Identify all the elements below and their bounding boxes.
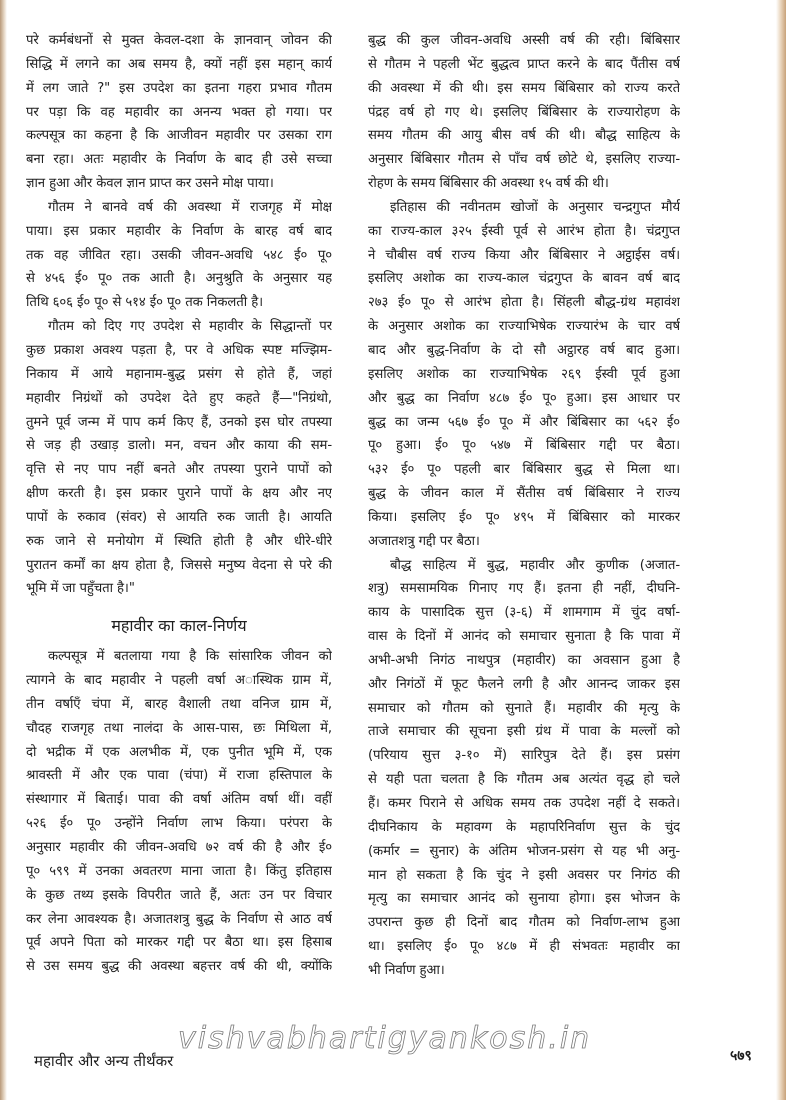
text-line: में लग जाते ?" इस उपदेश का इतना गहरा प्रभाव गौतम	[26, 80, 332, 96]
text-line: से जड़ ही उखाड़ डालो। मन, वचन और काया की सम-	[26, 438, 332, 454]
text-line: काय के पासादिक सुत्त (३-६) में शामगाम में चुंद वर्षा-	[368, 605, 680, 621]
section-heading: महावीर का काल-निर्णय	[111, 616, 247, 636]
text-line: पू० ५९९ में उनका अवतरण माना जाता है। किंतु इतिहास	[26, 863, 332, 879]
text-line: ने चौबीस वर्ष राज्य किया और बिंबिसार ने अट्ठाईस वर्ष।	[368, 247, 680, 263]
text-line: अनुसार महावीर की जीवन-अवधि ७२ वर्ष की है और ई०	[26, 840, 332, 855]
page-edge-left	[0, 0, 7, 1100]
text-line: के अनुसार अशोक का राज्याभिषेक राज्यारंभ के चार वर्ष	[368, 319, 680, 335]
text-line: दो भद्रीक में एक अलभीक में, एक पुनीत भूमि में, एक	[26, 744, 332, 760]
text-line: शत्रु) समसामयिक गिनाए गए हैं। इतना ही नहीं, दीघनि-	[368, 581, 680, 597]
right-column	[368, 29, 680, 983]
text-line: बुद्ध की कुल जीवन-अवधि अस्सी वर्ष की रही। बिंबिसार	[368, 33, 680, 48]
text-line: चौदह राजगृह तथा नालंदा के आस-पास, छः मिथिला में,	[26, 720, 332, 736]
text-line: सिद्धि में लगने का अब समय है, क्यों नहीं इस महान् कार्य	[26, 56, 332, 72]
text-line: वृत्ति से नए पाप नहीं बनते और तपस्या पुराने पापों को	[26, 462, 332, 478]
text-line: तिथि ६०६ ई० पू० से ५१४ ई० पू० तक निकलती है।	[26, 295, 263, 311]
text-line: और बुद्ध का निर्वाण ४८७ ई० पू० हुआ। इस आधार पर	[368, 390, 680, 406]
text-line: रुक जाने से मनोयोग में स्थिति होती है और धीरे-धीरे	[26, 533, 332, 549]
text-line: गौतम ने बानवे वर्ष की अवस्था में राजगृह में मोक्ष	[48, 199, 332, 215]
text-line: बाद और बुद्ध-निर्वाण के दो सौ अट्ठारह वर्ष बाद हुआ।	[368, 342, 680, 358]
text-line: क्षीण करती है। इस प्रकार पुराने पापों के क्षय और नए	[26, 486, 332, 502]
text-line: बुद्ध का जन्म ५६७ ई० पू० में और बिंबिसार का ५६२ ई०	[368, 414, 680, 430]
text-line: इसलिए अशोक का राज्य-काल चंद्रगुप्त के बावन वर्ष बाद	[368, 271, 680, 287]
text-line: इसलिए अशोक का राज्याभिषेक २६९ ईस्वी पूर्व हुआ	[368, 366, 680, 382]
text-line: ५३२ ई० पू० पहली बार बिंबिसार बुद्ध से मिला था।	[368, 462, 680, 478]
text-line: से ४५६ ई० पू० तक आती है। अनुश्रुति के अनुसार यह	[26, 271, 332, 287]
text-line: अनुसार बिंबिसार गौतम से पाँच वर्ष छोटे थे, इसलिए राज्या-	[368, 152, 680, 168]
text-line: की अवस्था में की थी। इस समय बिंबिसार को राज्य करते	[368, 80, 680, 96]
text-line: पाया। इस प्रकार महावीर के निर्वाण के बारह वर्ष बाद	[26, 223, 332, 239]
text-line: किया। इसलिए ई० पू० ४९५ में बिंबिसार को मारकर	[368, 509, 680, 525]
text-line: बौद्ध साहित्य में बुद्ध, महावीर और कुणीक (अजात-	[390, 557, 680, 573]
text-line: महावीर निग्रंथों को उपदेश देते हुए कहते हैं—"निग्रंथो,	[26, 390, 332, 406]
text-line: अभी-अभी निगंठ नाथपुत्र (महावीर) का अवसान हुआ है	[368, 652, 680, 668]
text-line: और निगंठों में फूट फैलने लगी है और आनन्द जाकर इस	[368, 676, 680, 692]
text-line: भूमि में जा पहुँचता है।"	[26, 581, 135, 597]
text-line: कल्पसूत्र का कहना है कि आजीवन महावीर पर उसका राग	[26, 128, 332, 144]
text-line: मृत्यु का समाचार आनंद को सुनाया होगा। इस भोजन के	[368, 891, 680, 907]
text-line: संस्थागार में बिताई। पावा की वर्षा अंतिम वर्षा थीं। वहीं	[26, 792, 332, 808]
text-line: हैं। कमर पिराने से अधिक समय तक उपदेश नहीं दे सकते।	[368, 796, 680, 811]
text-line: कल्पसूत्र में बतलाया गया है कि सांसारिक जीवन को	[48, 649, 332, 665]
text-line: का राज्य-काल ३२५ ईस्वी पूर्व से आरंभ होता है। चंद्रगुप्त	[368, 223, 680, 239]
book-title-footer: महावीर और अन्य तीर्थंकर	[34, 1052, 174, 1070]
text-line: से उस समय बुद्ध की अवस्था बहत्तर वर्ष की थी, क्योंकि	[26, 959, 332, 975]
text-line: पूर्व अपने पिता को मारकर गद्दी पर बैठा था। इस हिसाब	[26, 935, 332, 951]
watermark: vishvabhartigyankosh.in	[178, 1021, 592, 1056]
text-line: के कुछ तथ्य इसके विपरीत जाते हैं, अतः उन पर विचार	[26, 887, 332, 903]
text-line: कुछ प्रकाश अवश्य पड़ता है, पर वे अधिक स्पष्ट मज्झिम-	[26, 342, 332, 358]
text-line: तुमने पूर्व जन्म में पाप कर्म किए हैं, उनको इस घोर तपस्या	[26, 414, 332, 430]
text-line: ५२६ ई० पू० उन्होंने निर्वाण लाभ किया। परंपरा के	[26, 816, 332, 832]
text-line: बुद्ध के जीवन काल में सैंतीस वर्ष बिंबिसार ने राज्य	[368, 486, 680, 502]
text-line: पर पड़ा कि वह महावीर का अनन्य भक्त हो गया। पर	[26, 104, 332, 120]
text-line: से गौतम ने पहली भेंट बुद्धत्व प्राप्त करने के बाद पैंतीस वर्ष	[368, 56, 680, 72]
text-line: (परियाय सुत्त ३-१० में) सारिपुत्र देते हैं। इस प्रसंग	[368, 748, 680, 764]
text-line: निकाय में आये महानाम-बुद्ध प्रसंग से होते हैं, जहां	[26, 366, 332, 382]
text-line: ज्ञान हुआ और केवल ज्ञान प्राप्त कर उसने मोक्ष पाया।	[26, 176, 274, 192]
text-line: बना रहा। अतः महावीर के निर्वाण के बाद ही उसे सच्चा	[26, 152, 332, 168]
text-line: २७३ ई० पू० से आरंभ होता है। सिंहली बौद्ध-ग्रंथ महावंश	[368, 295, 680, 311]
text-line: वास के दिनों में आनंद को समाचार सुनाता है कि पावा में	[368, 629, 680, 645]
text-line: भी निर्वाण हुआ।	[368, 962, 445, 978]
text-line: पंद्रह वर्ष हो गए थे। इसलिए बिंबिसार के राज्यारोहण के	[368, 104, 680, 120]
text-line: तीन वर्षाएँ चंपा में, बारह वैशाली तथा वनिज ग्राम में,	[26, 696, 332, 712]
text-line: (कर्मार = सुनार) के अंतिम भोजन-प्रसंग से यह भी अनु-	[368, 843, 680, 859]
text-line: उपरान्त कुछ ही दिनों बाद गौतम को निर्वाण-लाभ हुआ	[368, 915, 680, 931]
left-column	[26, 29, 332, 979]
text-line: श्रावस्ती में और एक पावा (चंपा) में राजा हस्तिपाल के	[26, 768, 332, 784]
text-line: पुरातन कर्मों का क्षय होता है, जिससे मनुष्य वेदना से परे की	[26, 557, 332, 573]
page-edge-right	[776, 0, 786, 1100]
text-line: से यही पता चलता है कि गौतम अब अत्यंत वृद्ध हो चले	[368, 772, 680, 788]
text-line: इतिहास की नवीनतम खोजों के अनुसार चन्द्रगुप्त मौर्य	[390, 199, 680, 215]
text-line: समय गौतम की आयु बीस वर्ष की थी। बौद्ध साहित्य के	[368, 128, 680, 144]
text-line: रोहण के समय बिंबिसार की अवस्था १५ वर्ष की थी।	[368, 176, 609, 192]
text-line: त्यागने के बाद महावीर ने पहली वर्षा अास्थिक ग्राम में,	[26, 673, 332, 689]
page-number: ५७९	[730, 1048, 752, 1064]
text-line: समाचार को गौतम को सुनाते हैं। महावीर की मृत्यु के	[368, 700, 680, 716]
text-line: मान हो सकता है कि चुंद ने इसी अवसर पर निगंठ की	[368, 867, 680, 883]
text-line: गौतम को दिए गए उपदेश से महावीर के सिद्धान्तों पर	[48, 319, 332, 335]
text-line: पू० हुआ। ई० पू० ५४७ में बिंबिसार गद्दी पर बैठा।	[368, 438, 680, 454]
text-line: कर लेना आवश्यक है। अजातशत्रु बुद्ध के निर्वाण से आठ वर्ष	[26, 911, 332, 927]
text-line: अजातशत्रु गद्दी पर बैठा।	[368, 533, 480, 549]
text-line: पापों के रुकाव (संवर) से आयति रुक जाती है। आयति	[26, 509, 332, 525]
text-line: था। इसलिए ई० पू० ४८७ में ही संभवतः महावीर का	[368, 939, 680, 955]
text-line: ताजे समाचार की सूचना इसी ग्रंथ में पावा के मल्लों को	[368, 724, 680, 740]
text-line: तक वह जीवित रहा। उसकी जीवन-अवधि ५४८ ई० पू०	[26, 247, 332, 263]
text-line: परे कर्मबंधनों से मुक्त केवल-दशा के ज्ञानवान् जोवन की	[26, 33, 332, 48]
text-line: दीघनिकाय के महावग्ग के महापरिनिर्वाण सुत्त के चुंद	[368, 819, 680, 835]
